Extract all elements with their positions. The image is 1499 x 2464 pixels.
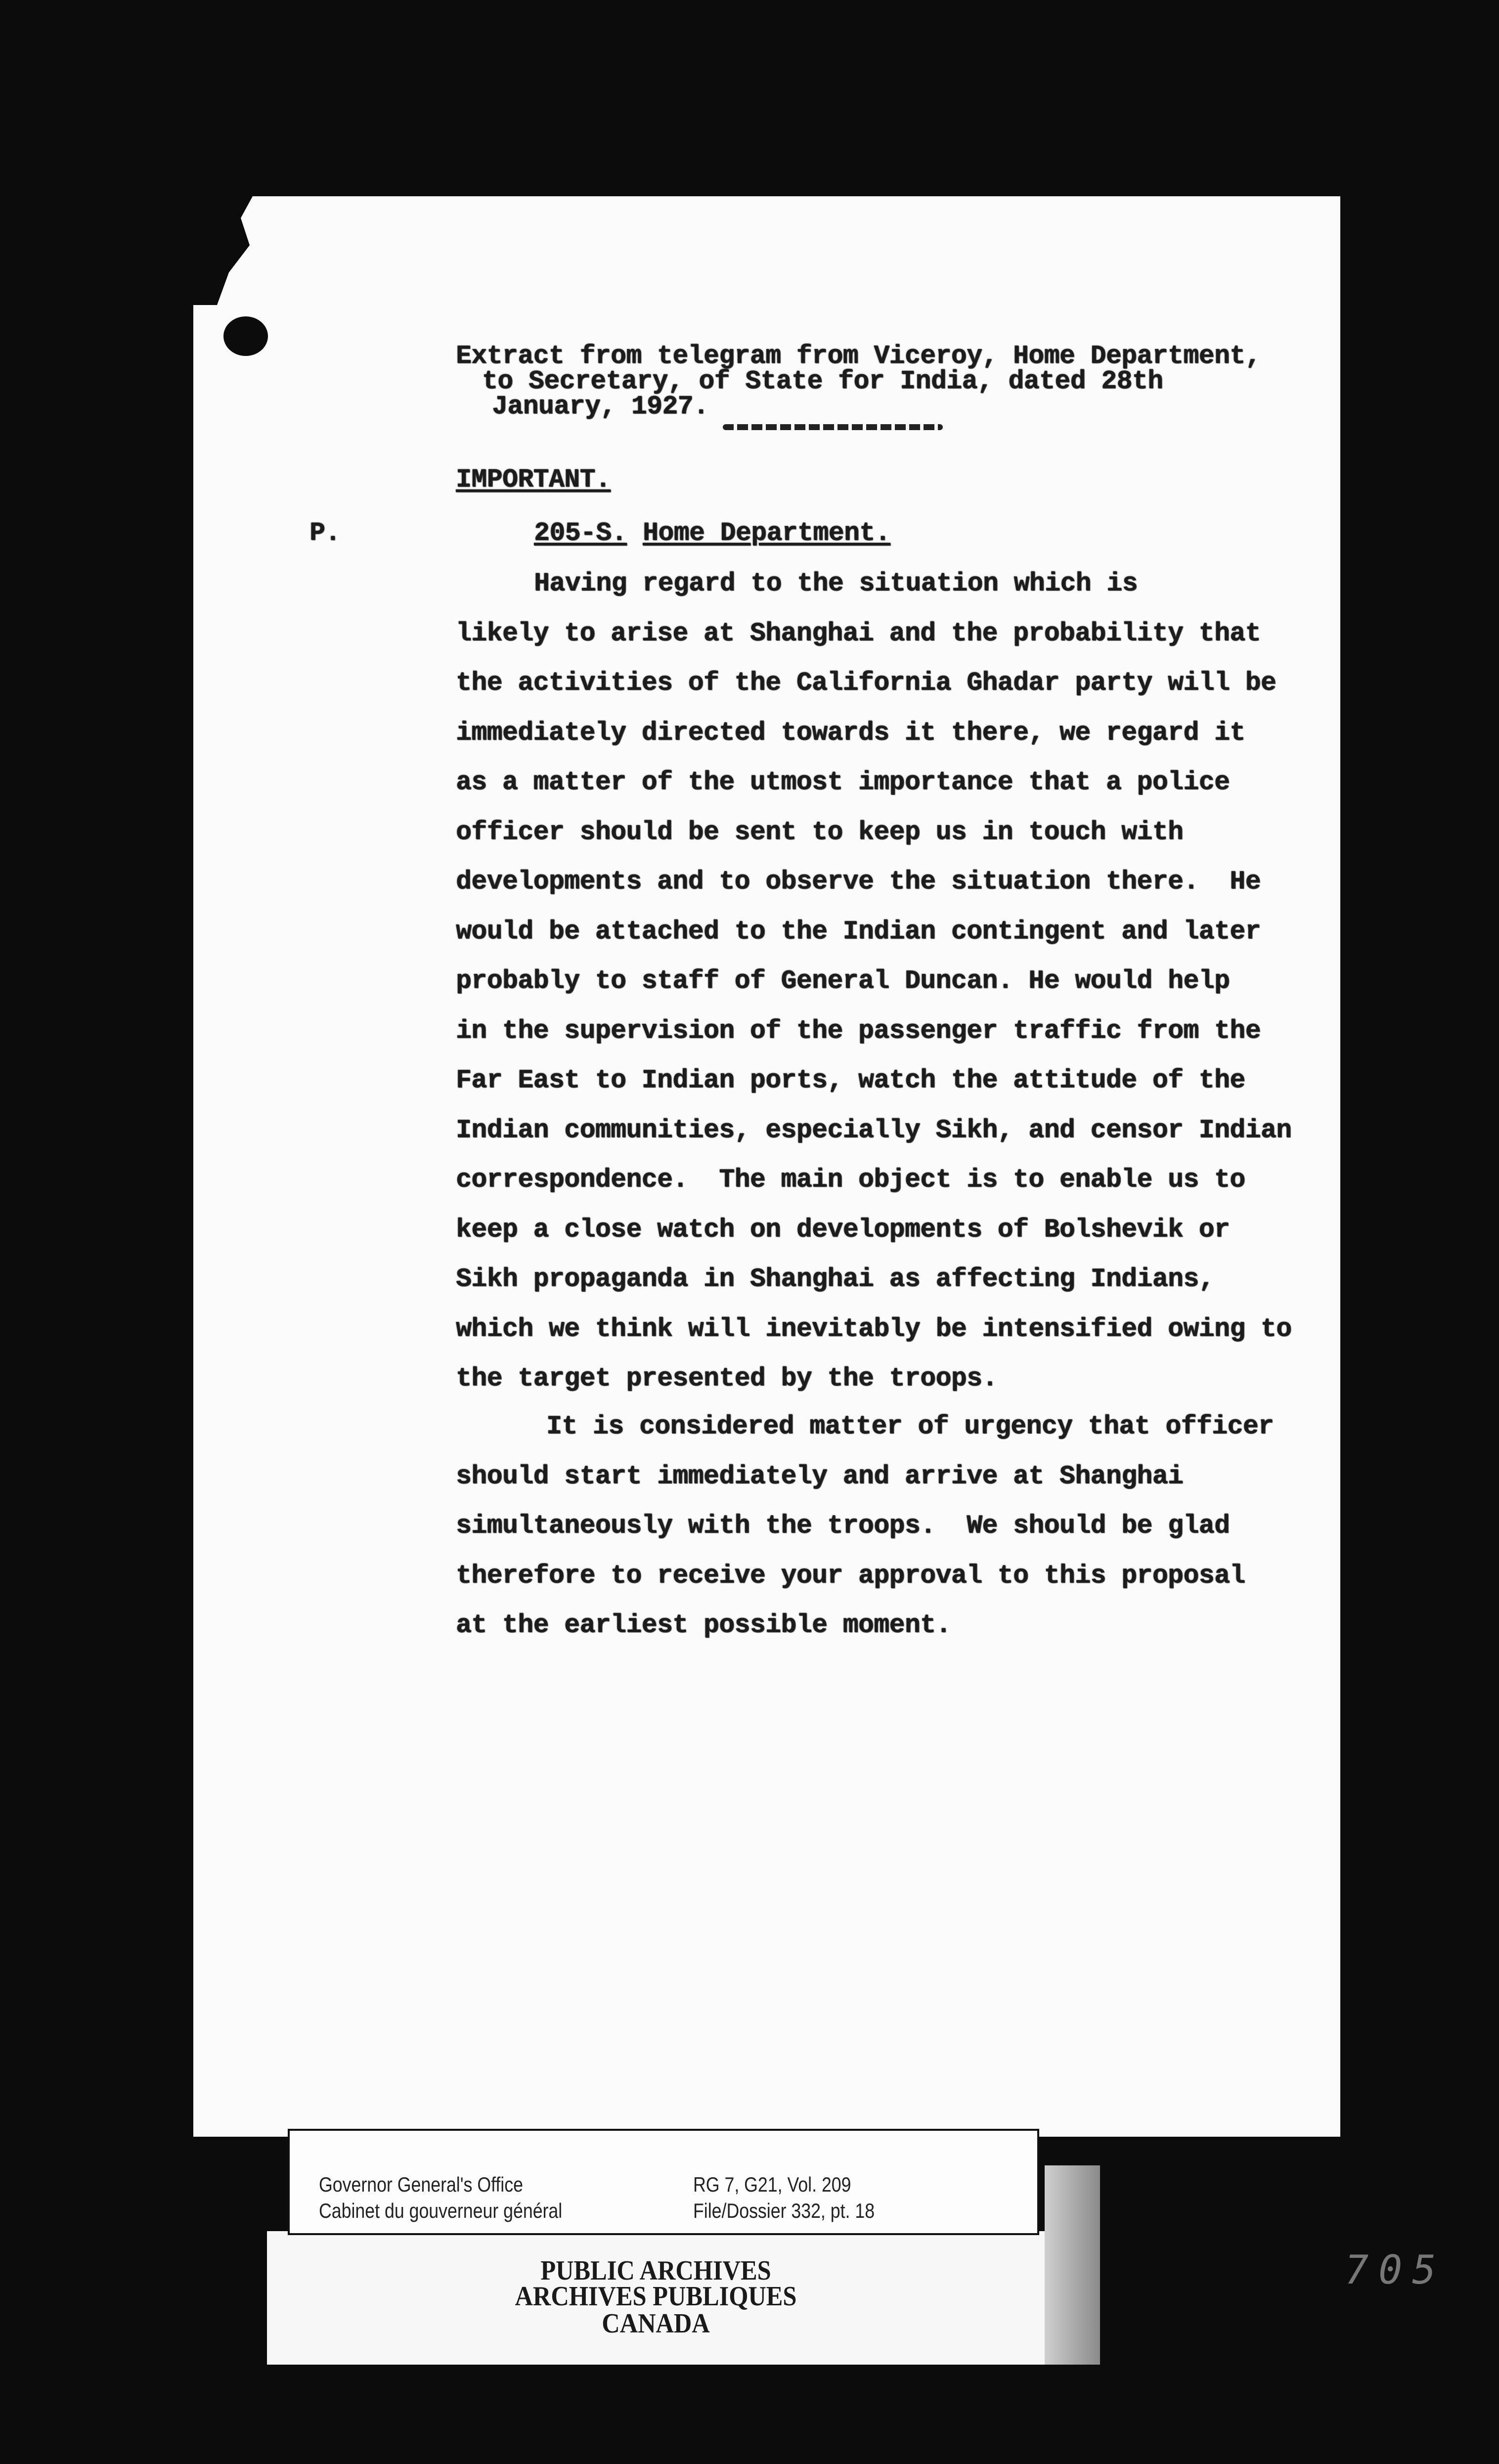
text-line: as a matter of the utmost importance that a police [456,767,1230,797]
heading-line: Extract from telegram from Viceroy, Home Department, [456,341,1261,371]
text-line: Indian communities, especially Sikh, and censor Indian [456,1115,1292,1145]
text-line: likely to arise at Shanghai and the probability that [456,618,1261,648]
heading-line: January, 1927. [492,392,709,421]
text-line: It is considered matter of urgency that officer [546,1411,1274,1441]
text-line: keep a close watch on developments of Bolshevik or [456,1214,1230,1244]
text-line: should start immediately and arrive at Shanghai [456,1461,1184,1491]
important-label: IMPORTANT. [456,465,611,494]
text-line: would be attached to the Indian contingent and later [456,916,1261,946]
text-line: simultaneously with the troops. We should be glad [456,1511,1230,1540]
text-line: correspondence. The main object is to enable us to [456,1165,1245,1194]
text-line: Sikh propaganda in Shanghai as affecting Indians, [456,1264,1214,1294]
stamp-line: PUBLIC ARCHIVES [540,2255,771,2286]
text-line: therefore to receive your approval to this proposal [456,1560,1245,1590]
text-line: probably to staff of General Duncan. He would help [456,966,1230,996]
office-fr: Cabinet du gouverneur général [319,2199,563,2222]
text-line: which we think will inevitably be intensified owing to [456,1314,1292,1344]
frame-number: 705 [1345,2247,1446,2293]
text-line: developments and to observe the situation there. He [456,867,1261,896]
file-reference: File/Dossier 332, pt. 18 [693,2199,875,2222]
office-en: Governor General's Office [319,2173,523,2196]
reference-number: 205-S. [534,518,627,548]
margin-mark: P. [309,518,341,548]
text-line: the target presented by the troops. [456,1364,998,1393]
text-line: Having regard to the situation which is [534,569,1138,598]
stamp-line: CANADA [602,2308,710,2339]
text-line: immediately directed towards it there, we regard it [456,717,1245,748]
film-edge [1045,2165,1100,2365]
reference-department: Home Department. [643,518,890,548]
punch-hole [223,316,268,356]
record-group: RG 7, G21, Vol. 209 [693,2173,851,2196]
stamp-line: ARCHIVES PUBLIQUES [515,2281,797,2312]
text-line: in the supervision of the passenger traffic from the [456,1015,1261,1046]
separator-line [723,424,943,430]
text-line: the activities of the California Ghadar party will be [456,668,1277,698]
text-line: at the earliest possible moment. [456,1610,951,1640]
text-line: Far East to Indian ports, watch the attitude of the [456,1065,1245,1095]
heading-line: to Secretary, of State for India, dated 28th [482,366,1163,396]
text-line: officer should be sent to keep us in touch with [456,817,1184,847]
